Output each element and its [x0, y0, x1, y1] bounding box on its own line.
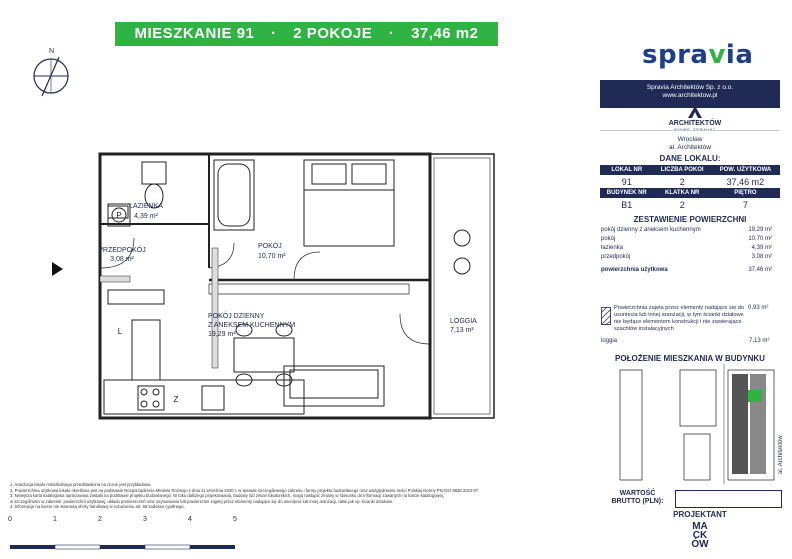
architektow-logo	[650, 106, 740, 132]
area-value: 10,70 m²	[748, 236, 772, 242]
zestawienie-list	[601, 226, 772, 275]
dane-header: KLATKA NR	[654, 188, 711, 198]
projektant-title: PROJEKTANT	[673, 510, 727, 519]
dane-header: LICZBA POKOI	[654, 165, 711, 175]
zestawienie-title: ZESTAWIENIE POWIERZCHNI	[633, 215, 747, 224]
dane-value-lokal: 91	[621, 176, 632, 187]
building-map	[600, 364, 786, 484]
total-row	[601, 266, 772, 275]
room-area-przedpokoj: 3,08 m²	[110, 256, 134, 263]
loggia-value: 7,13 m²	[749, 338, 770, 344]
list-item	[601, 235, 772, 244]
area-value: 3,08 m²	[751, 254, 772, 260]
room-area-pokoj: 10,70 m²	[258, 253, 286, 260]
room-area-dzienny: 19,29 m²	[208, 331, 236, 338]
dane-table	[600, 165, 780, 211]
compass-label: N	[49, 48, 55, 55]
building-title: POŁOŻENIE MIESZKANIA W BUDYNKU	[615, 354, 765, 363]
projektant	[660, 510, 740, 549]
scale-tick-label: 3	[143, 516, 147, 523]
loggia-name: loggia	[601, 338, 618, 344]
dane-header: POW. UŻYTKOWA	[711, 165, 780, 175]
price-label-line: BRUTTO (PLN):	[611, 498, 664, 505]
room-label-dzienny-2: Z ANEKSEM KUCHENNYM	[208, 322, 296, 329]
area-name: przedpokój	[601, 254, 631, 260]
note-line: 1. Aranżacja lokalu mieszkalnego przedstawiona na rzucie jest przykładowa.	[10, 482, 152, 487]
architektow-logo-name: ARCHITEKTÓW	[668, 120, 722, 127]
room-label-lazienka: ŁAZIENKA	[129, 203, 163, 210]
total-value: 37,46 m²	[748, 267, 772, 273]
logo-part: spra	[642, 40, 709, 70]
hatch-value: 0,93 m²	[748, 305, 769, 311]
scale-tick-label: 1	[53, 516, 57, 523]
company-url: www.architektow.pl	[662, 92, 718, 99]
hatch-note: Powierzchnia zajęta przez elementy nadające się do usunięcia lub innej aranżacji, w tym ścianki działowe nie będące elementem konstrukcji i nie zawierające szachtów instalacyjnych	[614, 305, 744, 332]
apartment-area: 37,46 m2	[411, 25, 479, 42]
dane-value-budynek: B1	[621, 199, 633, 210]
area-name: pokój	[601, 236, 616, 242]
hatch-legend-icon	[601, 307, 611, 325]
area-name: łazienka	[601, 245, 624, 251]
list-item	[601, 253, 772, 262]
dane-value-pow: 37,46 m2	[726, 176, 765, 187]
separator: ·	[271, 25, 277, 42]
projektant-logo	[660, 522, 740, 549]
price-value-box	[675, 490, 782, 508]
scale-tick-label: 2	[98, 516, 102, 523]
washer-label: P	[116, 211, 122, 220]
area-name: pokój dzienny z aneksem kuchennym	[601, 227, 701, 233]
location-street: al. Architektów	[669, 144, 711, 151]
dane-title: DANE LOKALU:	[659, 154, 721, 163]
room-area-lazienka: 4,39 m²	[134, 213, 158, 220]
dane-value-klatka: 2	[679, 199, 685, 210]
logo-part-accent: v	[708, 40, 726, 70]
entrance-arrow-icon	[52, 262, 64, 276]
dane-value-pietro: 7	[742, 199, 748, 210]
list-item	[601, 244, 772, 253]
total-name: powierzchnia użytkowa	[601, 267, 668, 273]
room-count: 2 POKOJE	[293, 25, 373, 42]
note-line: 2. Powierzchnia użytkowa lokalu określona jest na podstawie Rozporządzenia Ministra Rozwoju z dnia 11 września 2020 r. w sprawie szczegółowego zakresu i formy projektu budowlanego oraz uwzględnieniu treści Polskiej Normy PN-ISO 9836:2022-07.	[10, 487, 480, 493]
street-label: al. Architektów	[778, 435, 784, 474]
scale-tick-label: 5	[233, 516, 237, 523]
dane-header: PIĘTRO	[711, 188, 780, 198]
room-label-loggia: LOGGIA	[450, 318, 477, 325]
architektow-logo-icon	[688, 106, 702, 118]
room-label-pokoj: POKÓJ	[258, 243, 282, 250]
scale-tick-label: 4	[188, 516, 192, 523]
spravia-logo	[642, 40, 753, 70]
compass-icon	[28, 44, 74, 100]
fridge-label: L	[117, 327, 123, 336]
scale-bar	[8, 513, 248, 553]
location	[600, 136, 780, 152]
notes	[10, 482, 590, 510]
area-value: 4,39 m²	[751, 245, 772, 251]
dishwasher-label: Z	[173, 395, 179, 404]
note-line: 3. Niniejsza karta katalogowa opracowana została na podstawie projektu budowlanego. W toku dalszego projektowania, budowy lub zmian lokatorskich, mogą nastąpić zmiany w stosunku do informacji zawartych na karcie katalogowej,	[10, 493, 444, 499]
projektant-logo-line: CK	[692, 530, 708, 541]
price-label-line: WARTOŚĆ	[619, 490, 656, 497]
company-name: Spravia Architektów Sp. z o.o.	[646, 84, 734, 91]
price-label	[600, 490, 675, 506]
room-area-loggia: 7,13 m²	[450, 327, 474, 334]
divider	[600, 130, 780, 131]
room-label-dzienny: POKÓJ DZIENNY	[208, 313, 265, 320]
room-label-przedpokoj: PRZEDPOKÓJ	[98, 247, 146, 254]
separator: ·	[388, 25, 395, 42]
projektant-logo-line: ÓW	[691, 539, 709, 550]
list-item	[601, 226, 772, 235]
floor-plan	[94, 148, 504, 433]
logo-part: ia	[725, 40, 754, 70]
apartment-banner	[115, 22, 498, 46]
company-box	[600, 80, 780, 108]
area-value: 19,29 m²	[748, 227, 772, 233]
scale-tick-label: 0	[8, 516, 12, 523]
note-line: 4. Informacje na karcie nie stanowią oferty handlowej w rozumieniu art. 66 kodeksu cywilnego.	[10, 504, 185, 510]
location-city: Wrocław	[677, 136, 703, 143]
projektant-logo-line: MA	[692, 521, 708, 532]
note-line: w szczególności w zakresie: powierzchni użytkowej, układu pomieszczeń oraz usytuowania lub powierzchni zajętej przez elementy nadające się do usunięcia lub innej aranżacji, takie jak np. ścianki działowe.	[10, 498, 394, 504]
dane-header: LOKAL NR	[600, 165, 654, 175]
apartment-title: MIESZKANIE 91	[134, 25, 255, 42]
dane-value-pokoje: 2	[679, 176, 685, 187]
dane-header: BUDYNEK NR	[600, 188, 654, 198]
